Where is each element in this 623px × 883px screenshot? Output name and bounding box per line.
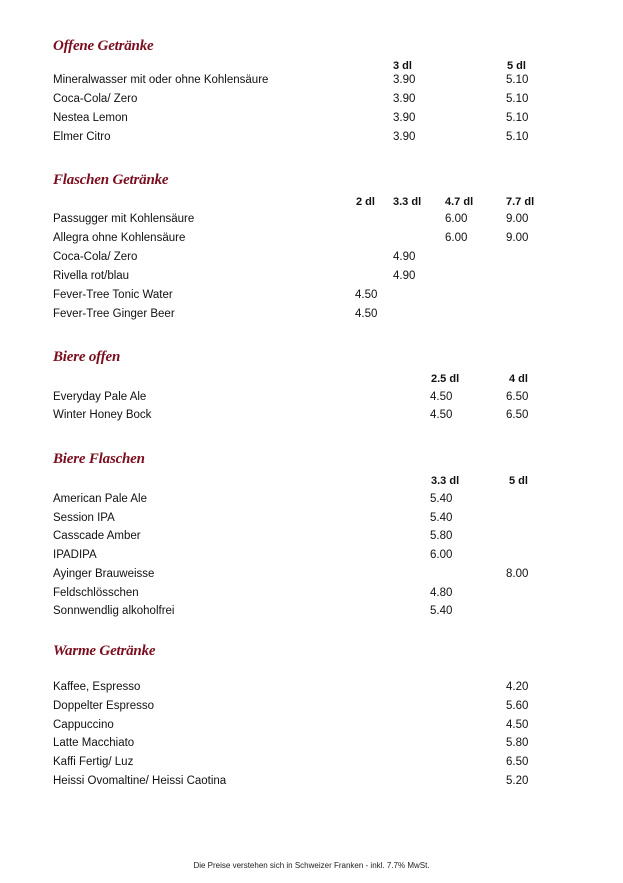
menu-item-row — [0, 409, 623, 428]
menu-item-row — [0, 270, 623, 289]
menu-item-row — [0, 775, 623, 794]
item-name: Allegra ohne Kohlensäure — [53, 232, 186, 244]
menu-item-row — [0, 232, 623, 251]
item-name: Elmer Citro — [53, 131, 111, 143]
menu-item-row — [0, 587, 623, 606]
price: 6.50 — [506, 756, 529, 768]
menu-item-row — [0, 605, 623, 624]
price-3dl: 3.90 — [393, 112, 416, 124]
section-title-biere-flaschen: Biere Flaschen — [53, 451, 145, 467]
price-3-3dl: 5.80 — [430, 530, 453, 542]
item-name: Everyday Pale Ale — [53, 391, 147, 403]
item-name: Nestea Lemon — [53, 112, 128, 124]
item-name: Session IPA — [53, 512, 115, 524]
menu-item-row — [0, 93, 623, 112]
item-name: Coca-Cola/ Zero — [53, 251, 138, 263]
price-3-3dl: 5.40 — [430, 493, 453, 505]
item-name: American Pale Ale — [53, 493, 147, 505]
price-2dl: 4.50 — [355, 308, 378, 320]
price-2-5dl: 4.50 — [430, 391, 453, 403]
price-3dl: 3.90 — [393, 131, 416, 143]
item-name: Passugger mit Kohlensäure — [53, 213, 195, 225]
item-name: Mineralwasser mit oder ohne Kohlensäure — [53, 74, 269, 86]
section-title-flaschen-getraenke: Flaschen Getränke — [53, 172, 169, 188]
menu-item-row — [0, 251, 623, 270]
price-3-3dl: 5.40 — [430, 512, 453, 524]
menu-item-row — [0, 737, 623, 756]
section-title-offene-getraenke: Offene Getränke — [53, 38, 154, 54]
menu-item-row — [0, 289, 623, 308]
menu-item-row — [0, 700, 623, 719]
section-title-warme-getraenke: Warme Getränke — [53, 643, 156, 659]
price-2dl: 4.50 — [355, 289, 378, 301]
item-name: Rivella rot/blau — [53, 270, 130, 282]
price-4-7dl: 6.00 — [445, 232, 468, 244]
price: 4.20 — [506, 681, 529, 693]
price-2-5dl: 4.50 — [430, 409, 453, 421]
menu-item-row — [0, 681, 623, 700]
menu-item-row — [0, 131, 623, 150]
menu-item-row — [0, 530, 623, 549]
menu-item-row — [0, 493, 623, 512]
price-3dl: 3.90 — [393, 74, 416, 86]
price-4dl: 6.50 — [506, 409, 529, 421]
price-3-3dl: 4.90 — [393, 251, 416, 263]
item-name: Kaffee, Espresso — [53, 681, 141, 693]
item-name: Latte Macchiato — [53, 737, 135, 749]
price-4dl: 6.50 — [506, 391, 529, 403]
price-3-3dl: 4.90 — [393, 270, 416, 282]
item-name: Heissi Ovomaltine/ Heissi Caotina — [53, 775, 227, 787]
col-header-4dl: 4 dl — [509, 373, 528, 385]
menu-item-row — [0, 568, 623, 587]
col-header-4-7dl: 4.7 dl — [445, 196, 474, 208]
item-name: Coca-Cola/ Zero — [53, 93, 138, 105]
price-3-3dl: 5.40 — [430, 605, 453, 617]
menu-item-row — [0, 549, 623, 568]
price-5dl: 5.10 — [506, 74, 529, 86]
item-name: Winter Honey Bock — [53, 409, 152, 421]
col-header-3dl: 3 dl — [393, 60, 412, 72]
menu-item-row — [0, 756, 623, 775]
price-5dl: 8.00 — [506, 568, 529, 580]
price: 5.60 — [506, 700, 529, 712]
col-header-2dl: 2 dl — [356, 196, 375, 208]
price-3-3dl: 6.00 — [430, 549, 453, 561]
price: 5.80 — [506, 737, 529, 749]
price-7-7dl: 9.00 — [506, 232, 529, 244]
price-3-3dl: 4.80 — [430, 587, 453, 599]
menu-item-row — [0, 308, 623, 327]
col-header-7-7dl: 7.7 dl — [506, 196, 535, 208]
item-name: Feldschlösschen — [53, 587, 139, 599]
col-header-5dl: 5 dl — [509, 475, 528, 487]
col-header-2-5dl: 2.5 dl — [431, 373, 460, 385]
price-5dl: 5.10 — [506, 93, 529, 105]
menu-item-row — [0, 391, 623, 410]
menu-item-row — [0, 719, 623, 738]
item-name: Cappuccino — [53, 719, 114, 731]
item-name: Casscade Amber — [53, 530, 141, 542]
menu-item-row — [0, 512, 623, 531]
col-header-5dl: 5 dl — [507, 60, 526, 72]
price: 5.20 — [506, 775, 529, 787]
col-header-3-3dl: 3.3 dl — [431, 475, 460, 487]
section-title-biere-offen: Biere offen — [53, 349, 121, 365]
menu-item-row — [0, 213, 623, 232]
price-5dl: 5.10 — [506, 112, 529, 124]
menu-item-row — [0, 112, 623, 131]
price-4-7dl: 6.00 — [445, 213, 468, 225]
item-name: IPADIPA — [53, 549, 97, 561]
item-name: Sonnwendlig alkoholfrei — [53, 605, 175, 617]
item-name: Fever-Tree Ginger Beer — [53, 308, 175, 320]
price: 4.50 — [506, 719, 529, 731]
item-name: Fever-Tree Tonic Water — [53, 289, 173, 301]
price-3dl: 3.90 — [393, 93, 416, 105]
item-name: Doppelter Espresso — [53, 700, 154, 712]
price-7-7dl: 9.00 — [506, 213, 529, 225]
item-name: Ayinger Brauweisse — [53, 568, 155, 580]
col-header-3-3dl: 3.3 dl — [393, 196, 422, 208]
menu-item-row — [0, 74, 623, 93]
item-name: Kaffi Fertig/ Luz — [53, 756, 134, 768]
price-footnote: Die Preise verstehen sich in Schweizer Franken - inkl. 7.7% MwSt. — [193, 861, 430, 870]
price-5dl: 5.10 — [506, 131, 529, 143]
